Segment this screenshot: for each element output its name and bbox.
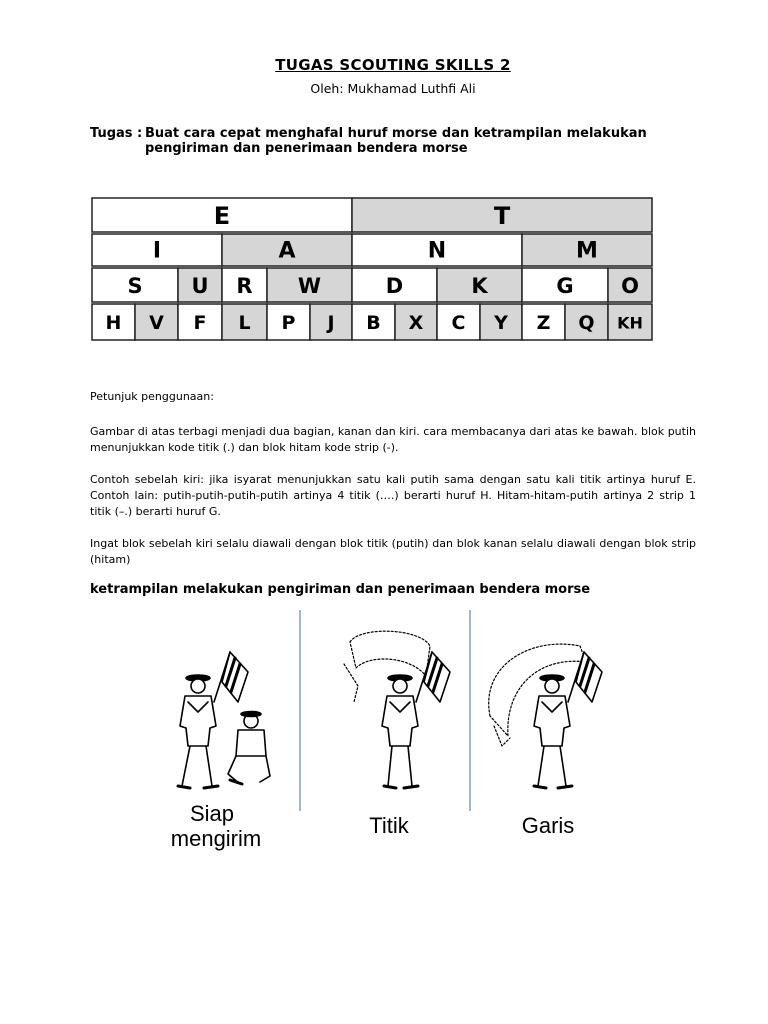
morse-letter-q: Q bbox=[578, 312, 595, 334]
instructions-heading: Petunjuk penggunaan: bbox=[90, 390, 214, 403]
caption-siap-line1: Siap bbox=[189, 801, 235, 826]
morse-letter-k: K bbox=[471, 274, 488, 298]
morse-letter-h: H bbox=[105, 312, 122, 334]
morse-letter-u: U bbox=[191, 274, 209, 298]
morse-letter-z: Z bbox=[536, 312, 551, 334]
caption-siap-line2: mengirim bbox=[170, 826, 262, 851]
morse-letter-x: X bbox=[408, 312, 424, 334]
morse-letter-w: W bbox=[297, 274, 322, 298]
instructions-paragraph-3: Ingat blok sebelah kiri selalu diawali dengan blok titik (putih) dan blok kanan selalu diawali dengan blok strip (hitam) bbox=[90, 537, 696, 566]
morse-letter-r: R bbox=[236, 274, 253, 298]
morse-letter-y: Y bbox=[494, 312, 508, 334]
morse-letter-b: B bbox=[366, 312, 381, 334]
morse-table-graphic bbox=[90, 196, 654, 342]
morse-letter-i: I bbox=[152, 238, 162, 264]
instructions-paragraph-1: Gambar di atas terbagi menjadi dua bagian, kanan dan kiri. cara membacanya dari atas ke bawah. blok putih menunjukkan kode titik (.) dan blok hitam kode strip (-). bbox=[90, 425, 696, 454]
flag-positions-graphic bbox=[130, 606, 622, 856]
morse-letter-j: J bbox=[327, 312, 335, 334]
morse-letter-f: F bbox=[193, 312, 207, 334]
task-label bbox=[90, 126, 142, 141]
morse-letter-l: L bbox=[238, 312, 251, 334]
morse-letter-c: C bbox=[451, 312, 466, 334]
morse-letter-d: D bbox=[385, 274, 404, 298]
scout-ready-figure bbox=[178, 652, 270, 788]
task-line-1: Buat cara cepat menghafal huruf morse dan ketrampilan melakukan bbox=[145, 126, 647, 141]
morse-letter-a: A bbox=[278, 238, 296, 264]
task-separator: : bbox=[137, 126, 143, 141]
instructions-paragraph-2: Contoh sebelah kiri: jika isyarat menunjukkan satu kali putih sama dengan satu kali titik artinya huruf E. Contoh lain: putih-putih-putih-putih artinya 4 titik (….) berarti huruf H. Hitam-hitam-putih artinya 2 strip 1 titik (–.) berarti huruf G. bbox=[90, 473, 696, 518]
scout-titik-figure bbox=[344, 631, 450, 788]
morse-letter-t: T bbox=[493, 202, 511, 230]
document-title-text: TUGAS SCOUTING SKILLS 2 bbox=[275, 56, 511, 74]
task-label-text: Tugas bbox=[90, 126, 133, 141]
flag-positions-illustration bbox=[130, 606, 622, 856]
morse-letter-g: G bbox=[556, 274, 574, 298]
flag-skills-heading: ketrampilan melakukan pengiriman dan penerimaan bendera morse bbox=[90, 582, 591, 597]
task-description bbox=[145, 126, 705, 156]
morse-code-table bbox=[90, 196, 654, 342]
caption-titik: Titik bbox=[369, 813, 409, 838]
author-line: Oleh: Mukhamad Luthfi Ali bbox=[310, 81, 476, 96]
morse-letter-n: N bbox=[427, 238, 447, 264]
scout-garis-figure bbox=[489, 644, 602, 788]
morse-letter-s: S bbox=[127, 274, 143, 298]
morse-letter-m: M bbox=[576, 238, 598, 264]
caption-garis: Garis bbox=[521, 813, 575, 838]
morse-letter-v: V bbox=[149, 312, 164, 334]
morse-letter-e: E bbox=[213, 202, 231, 230]
document-title bbox=[0, 56, 768, 74]
morse-letter-kh: KH bbox=[617, 313, 643, 333]
task-line-2: pengiriman dan penerimaan bendera morse bbox=[145, 141, 468, 156]
morse-letter-p: P bbox=[281, 312, 296, 334]
morse-letter-o: O bbox=[621, 274, 639, 298]
